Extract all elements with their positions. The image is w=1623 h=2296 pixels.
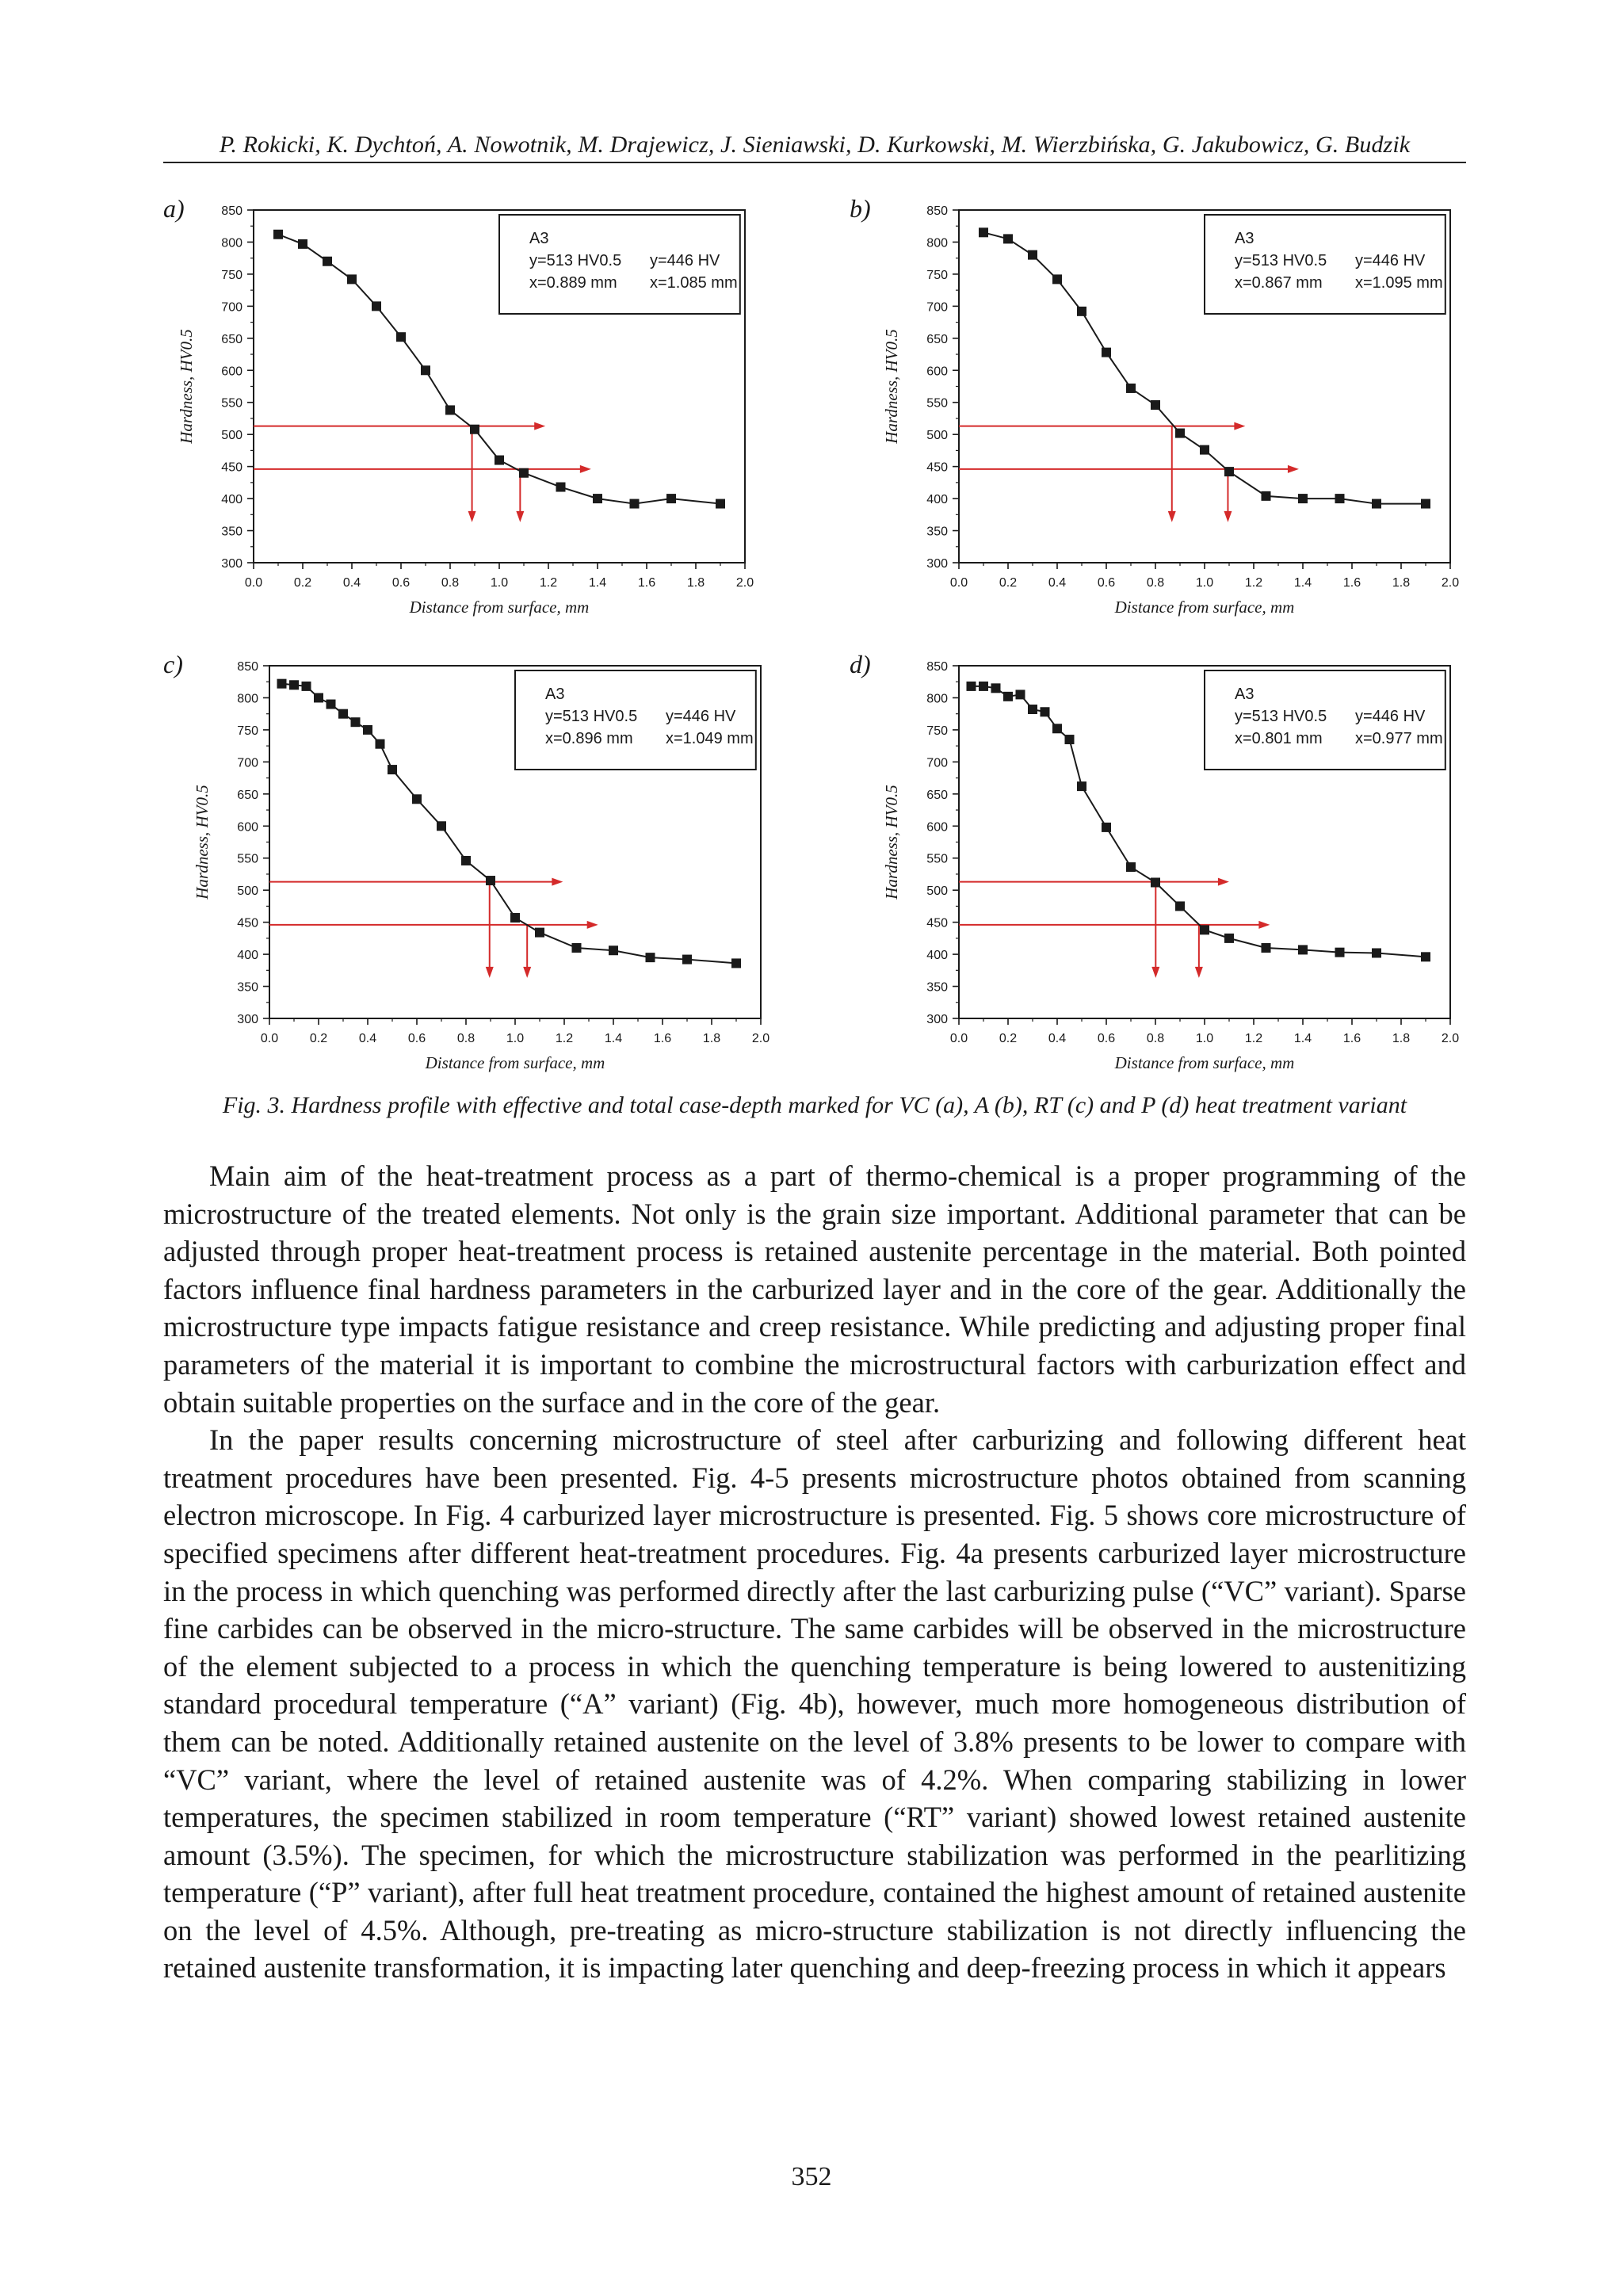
y-tick-label: 700: [221, 300, 242, 315]
total-depth-h-line-arrowhead: [580, 465, 591, 473]
data-point: [991, 683, 1001, 693]
paragraph-1: Main aim of the heat-treatment process as a part of thermo-chemical is a proper programming of the microstructure of the treated elements. Not only is the grain size important. Additional parameter that can be adjusted through proper heat-treatment process is retained austenite percentage in the material. Both pointed factors influence final hardness parameters in the carburized layer and in the core of the gear. Additionally the microstructure type impacts fatigue resistance and creep resistance. While predicting and adjusting proper final parameters of the material it is important to combine the microstructural factors with carburization effect and obtain suitable properties on the surface and in the core of the gear.: [163, 1159, 1466, 1419]
data-point: [979, 682, 988, 691]
data-point: [1016, 690, 1025, 699]
data-point: [277, 679, 287, 689]
hardness-chart-a: [174, 190, 808, 634]
hardness-chart-d: [880, 646, 1514, 1090]
legend-title: A3: [529, 230, 549, 247]
hardness-chart-b: [880, 190, 1514, 634]
data-point: [289, 680, 299, 690]
data-point: [519, 468, 529, 478]
y-axis-label: Hardness, HV0.5: [882, 329, 901, 444]
legend-total-y: y=446 HV: [666, 708, 736, 725]
y-axis-label: Hardness, HV0.5: [193, 785, 212, 900]
x-axis-label: Distance from surface, mm: [409, 598, 590, 617]
y-tick-label: 600: [221, 365, 242, 379]
data-point: [421, 365, 430, 375]
data-point: [1028, 250, 1037, 260]
y-tick-label: 800: [926, 692, 948, 706]
x-tick-label: 1.6: [637, 576, 656, 590]
data-point: [1151, 877, 1160, 887]
legend-effective-x: x=0.867 mm: [1235, 274, 1323, 292]
x-tick-label: 0.0: [949, 576, 968, 590]
chart-svg: [880, 646, 1514, 1090]
x-tick-label: 1.0: [1195, 1032, 1214, 1045]
x-tick-label: 1.2: [555, 1032, 574, 1045]
data-point: [412, 794, 422, 804]
data-point: [445, 405, 455, 415]
data-point: [1102, 348, 1111, 357]
running-header: P. Rokicki, K. Dychtoń, A. Nowotnik, M. Drajewicz, J. Sieniawski, D. Kurkowski, M. Wierzbińska, G. Jakubowicz, G. Budzik: [219, 132, 1411, 158]
effective-depth-h-line-arrowhead: [534, 422, 545, 430]
data-point: [1028, 705, 1037, 714]
y-tick-label: 800: [237, 692, 258, 706]
y-tick-label: 650: [237, 788, 258, 802]
y-tick-label: 550: [926, 852, 948, 866]
legend-title: A3: [1235, 230, 1254, 247]
x-tick-label: 1.0: [506, 1032, 525, 1045]
data-point: [1151, 400, 1160, 410]
data-point: [1224, 934, 1234, 943]
data-point: [396, 332, 406, 342]
x-tick-label: 2.0: [1441, 1032, 1460, 1045]
y-tick-label: 400: [926, 949, 948, 963]
x-tick-label: 0.2: [309, 1032, 328, 1045]
x-tick-label: 0.4: [358, 1032, 377, 1045]
y-tick-label: 850: [926, 660, 948, 674]
x-tick-label: 1.0: [1195, 576, 1214, 590]
total-depth-h-line-arrowhead: [1258, 921, 1270, 929]
data-point: [314, 693, 323, 702]
x-axis-label: Distance from surface, mm: [1114, 598, 1295, 617]
y-tick-label: 750: [926, 724, 948, 738]
data-point: [1003, 692, 1013, 701]
data-point: [593, 494, 602, 503]
body-text: [163, 1157, 1466, 1987]
y-tick-label: 650: [221, 332, 242, 346]
x-tick-label: 0.0: [260, 1032, 279, 1045]
data-point: [273, 230, 283, 239]
x-tick-label: 0.4: [1048, 1032, 1067, 1045]
data-point: [556, 483, 566, 492]
data-point: [609, 946, 618, 955]
data-point: [682, 955, 692, 965]
x-tick-label: 0.6: [391, 576, 411, 590]
data-point: [437, 821, 446, 831]
data-point: [347, 274, 357, 284]
x-tick-label: 1.6: [1342, 576, 1361, 590]
y-tick-label: 350: [221, 525, 242, 539]
x-tick-label: 0.6: [407, 1032, 426, 1045]
data-point: [666, 494, 676, 503]
x-tick-label: 1.8: [686, 576, 705, 590]
data-point: [1372, 948, 1381, 957]
y-tick-label: 450: [221, 460, 242, 475]
data-point: [1126, 862, 1136, 872]
legend-total-y: y=446 HV: [650, 252, 720, 269]
y-tick-label: 650: [926, 332, 948, 346]
y-tick-label: 750: [221, 268, 242, 282]
total-depth-v-line-arrowhead: [523, 967, 531, 978]
x-tick-label: 1.4: [1293, 1032, 1312, 1045]
effective-depth-h-line-arrowhead: [552, 878, 563, 886]
y-tick-label: 450: [926, 460, 948, 475]
effective-depth-v-line-arrowhead: [486, 967, 494, 978]
y-tick-label: 500: [926, 884, 948, 899]
data-point: [1200, 445, 1209, 455]
y-tick-label: 550: [221, 396, 242, 411]
legend-effective-y: y=513 HV0.5: [529, 252, 622, 269]
y-tick-label: 700: [926, 756, 948, 770]
data-point: [470, 425, 479, 434]
data-point: [302, 682, 311, 691]
data-point: [535, 928, 544, 938]
data-point: [1077, 781, 1086, 791]
x-axis-label: Distance from surface, mm: [425, 1053, 605, 1072]
y-axis-label: Hardness, HV0.5: [882, 785, 901, 900]
data-point: [731, 958, 741, 968]
data-point: [1175, 429, 1185, 438]
data-point: [1421, 499, 1430, 509]
x-tick-label: 0.8: [441, 576, 460, 590]
data-point: [646, 953, 655, 962]
data-point: [572, 943, 582, 953]
data-point: [376, 739, 385, 749]
data-point: [486, 876, 495, 885]
panel-label-d: d): [850, 650, 871, 678]
data-point: [1224, 467, 1234, 476]
data-point: [495, 456, 504, 465]
chart-svg: [880, 190, 1514, 634]
x-tick-label: 0.2: [293, 576, 312, 590]
y-tick-label: 600: [926, 365, 948, 379]
y-tick-label: 850: [926, 204, 948, 218]
data-point: [1003, 234, 1013, 243]
y-tick-label: 850: [221, 204, 242, 218]
figure-caption: Fig. 3. Hardness profile with effective and total case-depth marked for VC (a), A (b), RT (c) and P (d) heat treatment variant: [222, 1092, 1407, 1118]
x-tick-label: 1.2: [1244, 1032, 1263, 1045]
y-tick-label: 300: [926, 557, 948, 571]
x-tick-label: 1.4: [604, 1032, 623, 1045]
y-tick-label: 750: [926, 268, 948, 282]
x-tick-label: 0.6: [1097, 576, 1116, 590]
y-tick-label: 300: [237, 1013, 258, 1026]
legend-title: A3: [545, 686, 565, 703]
y-tick-label: 600: [926, 820, 948, 835]
effective-depth-h-line-arrowhead: [1218, 878, 1229, 886]
x-tick-label: 0.0: [244, 576, 263, 590]
x-tick-label: 1.8: [1392, 1032, 1411, 1045]
y-tick-label: 700: [237, 756, 258, 770]
total-depth-h-line-arrowhead: [587, 921, 598, 929]
x-tick-label: 1.4: [1293, 576, 1312, 590]
x-tick-label: 1.0: [490, 576, 509, 590]
data-point: [1335, 948, 1345, 957]
x-tick-label: 0.6: [1097, 1032, 1116, 1045]
x-tick-label: 0.8: [1146, 1032, 1165, 1045]
y-tick-label: 300: [221, 557, 242, 571]
panel-label-c: c): [163, 650, 183, 678]
y-tick-label: 350: [926, 980, 948, 995]
y-tick-label: 400: [926, 493, 948, 507]
x-tick-label: 0.8: [1146, 576, 1165, 590]
data-point: [1041, 707, 1050, 716]
data-point: [1372, 499, 1381, 509]
x-tick-label: 2.0: [751, 1032, 770, 1045]
x-tick-label: 1.6: [1342, 1032, 1361, 1045]
x-axis-label: Distance from surface, mm: [1114, 1053, 1295, 1072]
x-tick-label: 1.2: [1244, 576, 1263, 590]
y-tick-label: 500: [926, 429, 948, 443]
legend-total-x: x=1.085 mm: [650, 274, 738, 292]
data-point: [1298, 494, 1308, 503]
x-tick-label: 1.6: [653, 1032, 672, 1045]
y-tick-label: 350: [237, 980, 258, 995]
data-point: [351, 717, 361, 727]
data-point: [716, 499, 725, 509]
legend-total-x: x=0.977 mm: [1355, 730, 1443, 747]
total-depth-v-line-arrowhead: [516, 511, 524, 522]
data-point: [372, 301, 381, 311]
y-axis-label: Hardness, HV0.5: [177, 329, 196, 444]
legend-effective-y: y=513 HV0.5: [1235, 252, 1327, 269]
x-tick-label: 0.0: [949, 1032, 968, 1045]
x-tick-label: 0.2: [999, 1032, 1018, 1045]
legend-total-x: x=1.095 mm: [1355, 274, 1443, 292]
header-rule: [163, 162, 1466, 163]
panel-label-a: a): [163, 194, 185, 223]
data-point: [327, 700, 336, 709]
x-tick-label: 1.8: [702, 1032, 721, 1045]
effective-depth-v-line-arrowhead: [468, 511, 476, 522]
data-point: [1200, 925, 1209, 934]
x-tick-label: 1.8: [1392, 576, 1411, 590]
data-point: [630, 499, 640, 509]
legend-total-y: y=446 HV: [1355, 252, 1426, 269]
legend-effective-y: y=513 HV0.5: [545, 708, 638, 725]
x-tick-label: 0.4: [1048, 576, 1067, 590]
x-tick-label: 0.8: [456, 1032, 475, 1045]
y-tick-label: 800: [221, 236, 242, 250]
x-tick-label: 0.4: [342, 576, 361, 590]
data-point: [1262, 491, 1271, 501]
data-point: [1126, 384, 1136, 393]
y-tick-label: 550: [926, 396, 948, 411]
total-depth-v-line-arrowhead: [1195, 967, 1203, 978]
x-tick-label: 2.0: [1441, 576, 1460, 590]
legend-effective-y: y=513 HV0.5: [1235, 708, 1327, 725]
data-point: [979, 227, 988, 237]
legend-title: A3: [1235, 686, 1254, 703]
hardness-chart-c: [190, 646, 824, 1090]
data-point: [1262, 943, 1271, 953]
y-tick-label: 300: [926, 1013, 948, 1026]
data-point: [1175, 901, 1185, 911]
legend-total-x: x=1.049 mm: [666, 730, 754, 747]
total-depth-v-line-arrowhead: [1224, 511, 1232, 522]
data-point: [298, 239, 307, 249]
effective-depth-v-line-arrowhead: [1168, 511, 1176, 522]
y-tick-label: 800: [926, 236, 948, 250]
panel-label-b: b): [850, 194, 871, 223]
data-point: [461, 856, 471, 865]
paragraph-2: In the paper results concerning microstructure of steel after carburizing and following different heat treatment procedures have been presented. Fig. 4-5 presents microstructure photos obtained from scanning electron microscope. In Fig. 4 carburized layer microstructure is presented. Fig. 5 shows core microstructure of specified specimens after different heat-treatment procedures. Fig. 4a presents carburized layer microstructure in the process in which quenching was performed directly after the last carburizing pulse (“VC” variant). Sparse fine carbides can be observed in the micro-structure. The same carbides will be observed in the microstructure of the element subjected to a process in which the quenching temperature is being lowered to austenitizing standard procedural temperature (“A” variant) (Fig. 4b), however, much more homogeneous distribution of them can be noted. Additionally retained austenite on the level of 3.8% presents to be lower to compare with “VC” variant, where the level of retained austenite was of 4.2%. When comparing stabilizing in lower temperatures, the specimen stabilized in room temperature (“RT” variant) showed lowest retained austenite amount (3.5%). The specimen, for which the microstructure stabilization was performed in the pearlitizing temperature (“P” variant), after full heat treatment procedure, contained the highest amount of retained austenite on the level of 4.5%. Although, pre-treating as micro-structure stabilization is not directly influencing the retained austenite transformation, it is impacting later quenching and deep-freezing process in which it appears: [163, 1423, 1466, 1985]
effective-depth-v-line-arrowhead: [1151, 967, 1159, 978]
data-point: [388, 765, 397, 774]
effective-depth-h-line-arrowhead: [1234, 422, 1245, 430]
data-point: [1102, 823, 1111, 832]
y-tick-label: 750: [237, 724, 258, 738]
data-point: [1298, 945, 1308, 954]
y-tick-label: 400: [237, 949, 258, 963]
y-tick-label: 700: [926, 300, 948, 315]
y-tick-label: 850: [237, 660, 258, 674]
legend-total-y: y=446 HV: [1355, 708, 1426, 725]
data-point: [510, 913, 520, 923]
y-tick-label: 500: [221, 429, 242, 443]
data-point: [338, 709, 348, 719]
x-tick-label: 2.0: [735, 576, 754, 590]
y-tick-label: 600: [237, 820, 258, 835]
x-tick-label: 1.2: [539, 576, 558, 590]
y-tick-label: 550: [237, 852, 258, 866]
y-tick-label: 450: [237, 916, 258, 930]
page-number: 352: [791, 2162, 832, 2191]
data-point: [967, 682, 976, 691]
y-tick-label: 350: [926, 525, 948, 539]
y-tick-label: 650: [926, 788, 948, 802]
total-depth-h-line-arrowhead: [1288, 465, 1299, 473]
data-point: [1421, 952, 1430, 961]
y-tick-label: 450: [926, 916, 948, 930]
legend-effective-x: x=0.896 mm: [545, 730, 633, 747]
legend-effective-x: x=0.889 mm: [529, 274, 617, 292]
data-point: [1052, 724, 1062, 733]
chart-svg: [174, 190, 808, 634]
x-tick-label: 1.4: [588, 576, 607, 590]
data-point: [1077, 307, 1086, 316]
chart-svg: [190, 646, 824, 1090]
data-point: [363, 725, 372, 735]
y-tick-label: 400: [221, 493, 242, 507]
y-tick-label: 500: [237, 884, 258, 899]
legend-effective-x: x=0.801 mm: [1235, 730, 1323, 747]
data-point: [1065, 735, 1075, 744]
data-point: [323, 257, 332, 266]
x-tick-label: 0.2: [999, 576, 1018, 590]
data-point: [1335, 494, 1345, 503]
data-point: [1052, 274, 1062, 284]
